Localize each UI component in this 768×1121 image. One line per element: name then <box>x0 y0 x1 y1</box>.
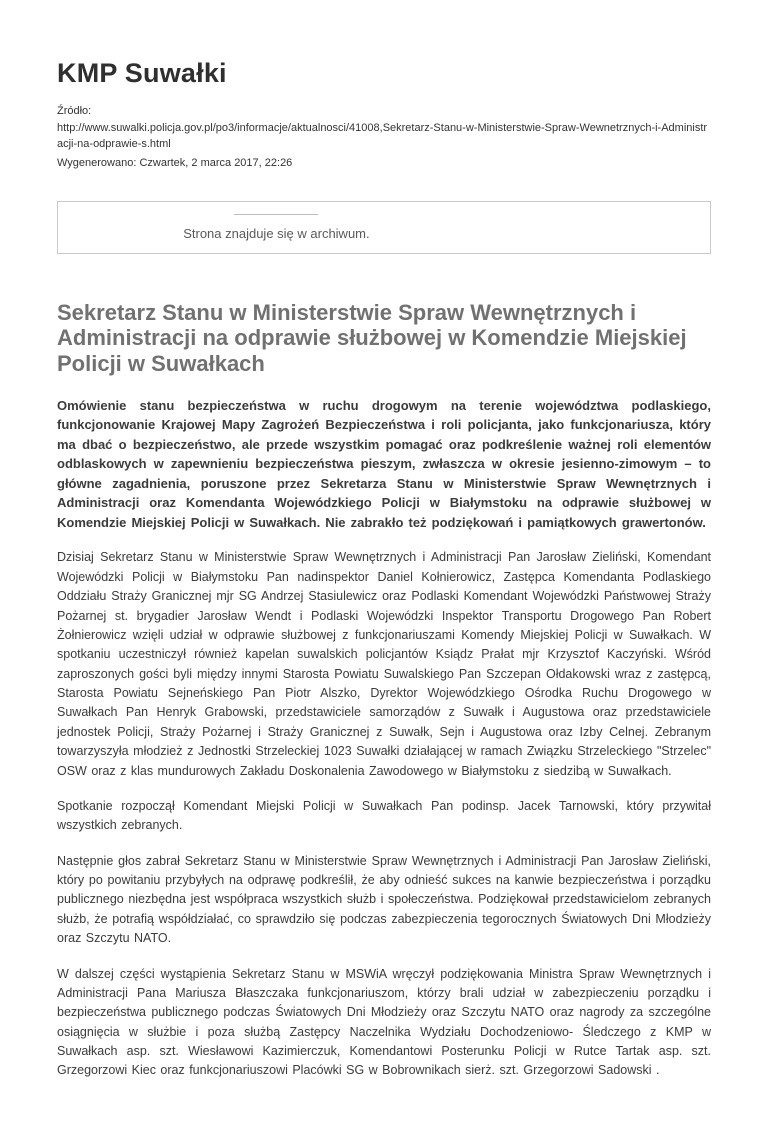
article-lead: Omówienie stanu bezpieczeństwa w ruchu drogowym na terenie województwa podlaskiego, funkcjonowanie Krajowej Mapy Zagrożeń Bezpieczeństwa i roli policjanta, jako funkcjonariusza, który ma dbać o bezpieczeństwo, ale przede wszystkim pomagać oraz podkreślenie ważnej roli elementów odblaskowych w zapewnieniu bezpieczeństwa pieszym, zwłaszcza w okresie jesienno-zimowym – to główne zagadnienia, poruszone przez Sekretarza Stanu w Ministerstwie Spraw Wewnętrznych i Administracji oraz Komendanta Wojewódzkiego Policji w Białymstoku na odprawie służbowej w Komendzie Miejskiej Policji w Suwałkach. Nie zabrakło też podziękowań i pamiątkowych grawertonów. <box>57 397 711 530</box>
archive-notice-inner <box>58 208 495 241</box>
archive-divider <box>234 214 318 215</box>
article-paragraph: Dzisiaj Sekretarz Stanu w Ministerstwie Spraw Wewnętrznych i Administracji Pan Jarosław Zieliński, Komendant Wojewódzki Policji w Białymstoku Pan nadinspektor Daniel Kołnierowicz, Zastępca Komendanta Podlaskiego Oddziału Straży Granicznej mjr SG Andrzej Stasiulewicz oraz Podlaski Komendant Wojewódzki Państwowej Straży Pożarnej st. brygadier Jarosław Wendt i Podlaski Wojewódzki Inspektor Transportu Drogowego Pan Robert Żołnierowicz wzięli udział w odprawie służbowej z funkcjonariuszami Komendy Miejskiej Policji w Suwałkach. W spotkaniu uczestniczył również kapelan suwalskich policjantów Ksiądz Prałat mjr Krzysztof Kaczyński. Wśród zaproszonych gości byli między innymi Starosta Powiatu Suwalskiego Pan Szczepan Ołdakowski wraz z zastępcą, Starosta Powiatu Sejneńskiego Pan Piotr Alszko, Dyrektor Wojewódzkiego Ośrodka Ruchu Drogowego w Suwałkach Pan Henryk Grabowski, przedstawiciele samorządów z Suwałk i Augustowa oraz przedstawiciele jednostek Policji, Straży Pożarnej i Straży Granicznej z Suwałk, Sejn i Augustowa oraz Izby Celnej. Zebranym towarzyszyła młodzież z Jednostki Strzeleckiej 1023 Suwałki działającej w ramach Związku Strzeleckiego "Strzelec" OSW oraz z klas mundurowych Zakładu Doskonalenia Zawodowego w Białymstoku z siedzibą w Suwałkach. <box>57 550 711 778</box>
article-paragraph: W dalszej części wystąpienia Sekretarz Stanu w MSWiA wręczył podziękowania Ministra Spraw Wewnętrznych i Administracji Pana Mariusza Błaszczaka funkcjonariuszom, którzy brali udział w zabezpieczeniu porządku i bezpieczeństwa publicznego podczas Światowych Dni Młodzieży oraz Szczytu NATO oraz nagrody za szczególne osiągnięcia w służbie i poza służbą Zastępcy Naczelnika Wydziału Dochodzeniowo- Śledczego z KMP w Suwałkach asp. szt. Wiesławowi Kazimierczuk, Komendantowi Posterunku Policji w Rutce Tartak asp. szt. Grzegorzowi Kiec oraz funkcjonariuszowi Placówki SG w Bobrownikach sierż. szt. Grzegorzowi Sadowski . <box>57 966 711 1078</box>
source-url: http://www.suwalki.policja.gov.pl/po3/informacje/aktualnosci/41008,Sekretarz-Stanu-w-Ministerstwie-Spraw-Wewnetrznych-i-Administracji-na-odprawie-s.html <box>57 121 708 150</box>
generated-timestamp: Wygenerowano: Czwartek, 2 marca 2017, 22:26 <box>57 156 293 169</box>
source-label: Źródło: <box>57 105 92 117</box>
article-title: Sekretarz Stanu w Ministerstwie Spraw Wewnętrznych i Administracji na odprawie służbowej w Komendzie Miejskiej Policji w Suwałkach <box>57 300 687 376</box>
article-paragraph: Spotkanie rozpoczął Komendant Miejski Policji w Suwałkach Pan podinsp. Jacek Tarnowski, który przywitał wszystkich zebranych. <box>57 798 711 833</box>
archive-notice-box <box>57 201 711 254</box>
article-paragraph: Następnie głos zabrał Sekretarz Stanu w Ministerstwie Spraw Wewnętrznych i Administracji Pan Jarosław Zieliński, który po powitaniu przybyłych na odprawę podkreślił, że aby odnieść sukces na kanwie bezpieczeństwa i porządku publicznego niezbędna jest współpraca wszystkich służb i społeczeństwa. Podziękował przedstawicielom zebranych służb, że potrafią współdziałać, co sprawdziło się podczas zabezpieczenia tegorocznych Światowych Dni Młodzieży oraz Szczytu NATO. <box>57 853 711 946</box>
page-title: KMP Suwałki <box>57 58 227 88</box>
archive-notice-text: Strona znajduje się w archiwum. <box>183 226 370 241</box>
source-info <box>57 103 711 171</box>
